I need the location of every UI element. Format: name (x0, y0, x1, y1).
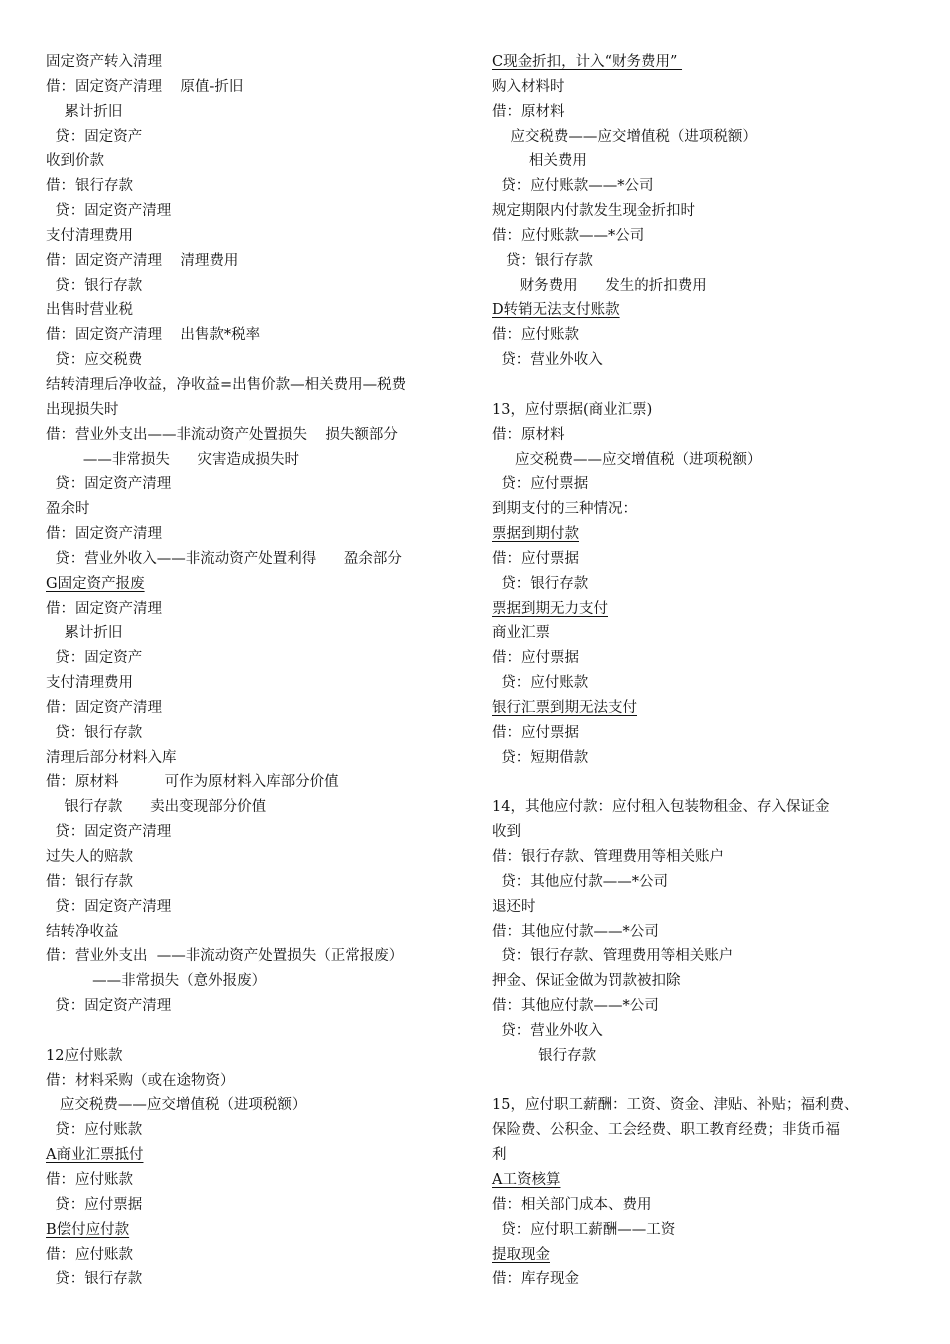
text-line: 借：固定资产清理 (46, 600, 162, 617)
text-line: 借：原材料 (492, 426, 565, 443)
text-line: 应交税费——应交增值税（进项税额） (46, 1097, 307, 1114)
text-line: 过失人的赔款 (46, 849, 133, 865)
text-line: 借：应付账款 (46, 1246, 133, 1263)
text-line: 清理后部分材料入库 (46, 749, 177, 766)
text-line: 贷：固定资产清理 (46, 998, 172, 1015)
text-line: 15，应付职工薪酬：工资、资金、津贴、补贴；福利费、 (492, 1097, 859, 1114)
text-line: 应交税费——应交增值税（进项税额） (492, 128, 757, 145)
text-line: 借：其他应付款——*公司 (492, 998, 659, 1015)
text-line: 借：应付票据 (492, 650, 579, 667)
text-line: 借：原材料 可作为原材料入库部分价值 (46, 774, 339, 791)
blank-line (46, 1019, 476, 1044)
text-line: 盈余时 (46, 501, 90, 518)
text-line: 借：固定资产清理 原值-折旧 (46, 78, 244, 95)
text-line: 借：库存现金 (492, 1271, 579, 1288)
text-line: 押金、保证金做为罚款被扣除 (492, 973, 681, 990)
text-line: 银行存款 (492, 1047, 597, 1064)
text-line: ——非常损失 灾害造成损失时 (46, 451, 300, 468)
section-heading: 票据到期付款 (492, 526, 579, 543)
text-line: 贷：营业外收入——非流动资产处置利得 盈余部分 (46, 550, 402, 567)
text-line: 借：其他应付款——*公司 (492, 923, 659, 940)
text-line: 支付清理费用 (46, 675, 133, 692)
text-line: 贷：营业外收入 (492, 352, 603, 369)
text-line: 借：材料采购（或在途物资） (46, 1072, 235, 1089)
section-heading: A商业汇票抵付 (46, 1147, 144, 1164)
blank-line (492, 770, 932, 795)
text-line: 借：应付票据 (492, 550, 579, 567)
text-line: 商业汇票 (492, 625, 550, 642)
text-line: 贷：银行存款 (46, 277, 143, 294)
text-line: 贷：银行存款 (46, 724, 143, 741)
text-line: 结转净收益 (46, 923, 119, 940)
text-line: 贷：营业外收入 (492, 1022, 603, 1039)
section-heading: 提取现金 (492, 1246, 550, 1263)
text-line: 贷：应付票据 (492, 476, 589, 493)
text-line: 贷：固定资产清理 (46, 824, 172, 841)
section-heading: B偿付应付款 (46, 1221, 130, 1238)
text-line: 13，应付票据(商业汇票) (492, 401, 653, 418)
text-line: 12应付账款 (46, 1047, 123, 1064)
text-line: 14，其他应付款：应付租入包装物租金、存入保证金 (492, 799, 830, 816)
text-line: 借：固定资产清理 出售款*税率 (46, 327, 261, 344)
text-line: 固定资产转入清理 (46, 54, 162, 70)
left-column (46, 50, 476, 1292)
text-line: 贷：应付账款 (46, 1122, 143, 1139)
section-heading: A工资核算 (492, 1171, 561, 1188)
text-line: 贷：银行存款 (492, 575, 589, 592)
text-line: 借：固定资产清理 (46, 526, 162, 543)
text-line: 贷：银行存款、管理费用等相关账户 (492, 948, 734, 965)
text-line: 贷：固定资产 (46, 650, 143, 667)
text-line: 贷：应付票据 (46, 1196, 143, 1213)
text-line: 借：应付票据 (492, 724, 579, 741)
text-line: 贷：固定资产 (46, 128, 143, 145)
text-line: 借：相关部门成本、费用 (492, 1196, 652, 1213)
text-line: 贷：银行存款 (46, 1271, 143, 1288)
text-line: 收到 (492, 824, 521, 841)
text-line: 保险费、公积金、工会经费、职工教育经费；非货币福 (492, 1122, 840, 1139)
text-line: 财务费用 发生的折扣费用 (492, 277, 707, 294)
text-line: 贷：固定资产清理 (46, 476, 172, 493)
text-line: 贷：应付账款 (492, 675, 589, 692)
text-line: 贷：应交税费 (46, 352, 143, 369)
text-line: 支付清理费用 (46, 227, 133, 244)
blank-line (492, 1069, 932, 1094)
text-line: 借：应付账款 (492, 327, 579, 344)
text-line: ——非常损失（意外报废） (46, 973, 267, 990)
text-line: 贷：应付职工薪酬——工资 (492, 1221, 676, 1238)
text-line: 退还时 (492, 898, 536, 915)
section-heading: 票据到期无力支付 (492, 600, 608, 617)
text-line: 借：原材料 (492, 103, 565, 120)
text-line: 贷：银行存款 (492, 252, 593, 269)
text-line: 贷：其他应付款——*公司 (492, 873, 668, 890)
text-line: 贷：应付账款——*公司 (492, 178, 654, 195)
text-line: 贷：固定资产清理 (46, 898, 172, 915)
text-line: 收到价款 (46, 153, 104, 170)
text-line: 到期支付的三种情况： (492, 501, 637, 518)
text-line: 借：固定资产清理 清理费用 (46, 252, 239, 269)
text-line: 规定期限内付款发生现金折扣时 (492, 203, 695, 220)
text-line: 借：银行存款 (46, 178, 133, 195)
right-column (492, 50, 932, 1292)
blank-line (492, 373, 932, 398)
text-line: 购入材料时 (492, 78, 565, 95)
text-line: 借：应付账款——*公司 (492, 227, 645, 244)
text-line: 出现损失时 (46, 401, 119, 418)
text-line: 贷：固定资产清理 (46, 203, 172, 220)
text-line: 利 (492, 1147, 507, 1164)
section-heading: G固定资产报废 (46, 575, 145, 592)
text-line: 银行存款 卖出变现部分价值 (46, 799, 267, 816)
text-line: 结转清理后净收益，净收益=出售价款—相关费用—税费 (46, 376, 407, 393)
text-line: 出售时营业税 (46, 302, 133, 319)
text-line: 借：银行存款、管理费用等相关账户 (492, 849, 724, 865)
section-heading: C现金折扣，计入“财务费用” (492, 54, 683, 70)
text-line: 借：应付账款 (46, 1171, 133, 1188)
text-line: 累计折旧 (46, 103, 123, 120)
text-line: 借：营业外支出 ——非流动资产处置损失（正常报废） (46, 948, 404, 965)
text-line: 相关费用 (492, 153, 587, 170)
section-heading: D转销无法支付账款 (492, 302, 620, 319)
text-line: 贷：短期借款 (492, 749, 589, 766)
text-line: 借：银行存款 (46, 873, 133, 890)
text-line: 借：营业外支出——非流动资产处置损失 损失额部分 (46, 426, 398, 443)
text-line: 累计折旧 (46, 625, 123, 642)
section-heading: 银行汇票到期无法支付 (492, 699, 637, 716)
text-line: 应交税费——应交增值税（进项税额） (492, 451, 762, 468)
text-line: 借：固定资产清理 (46, 699, 162, 716)
